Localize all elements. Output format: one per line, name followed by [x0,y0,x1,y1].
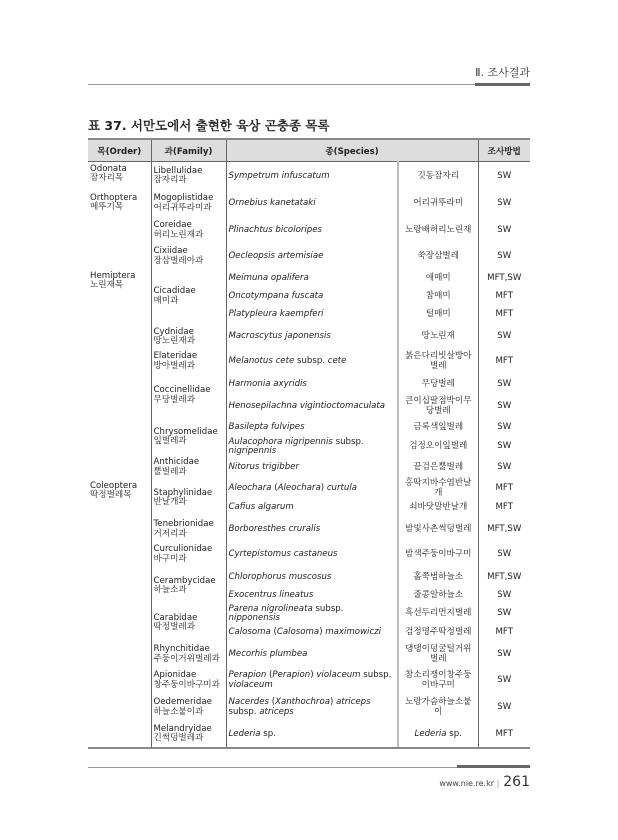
family-name: Cixiidae [153,246,188,257]
footer: www.nie.re.kr | 261 [439,774,530,790]
family-name: Curculionidae [153,544,213,555]
family-name: 주둥이거위벌레과 [153,653,220,664]
name-segment: curtula [326,482,357,493]
family-cell [151,568,226,605]
footer-accent-bar [457,765,530,768]
scientific-name-cell [226,162,398,191]
scientific-name-cell [226,667,398,694]
table-row [88,418,530,438]
family-cell [151,694,226,721]
family-name: 매미과 [153,295,179,306]
scientific-name-cell [226,374,398,396]
order-cell [88,418,151,457]
korean-name-cell: 검정오이잎벌레 [398,438,478,457]
order-cell [88,162,151,191]
survey-method-cell: MFT [478,623,530,642]
name-segment: Macroscytus japonensis [228,331,331,342]
order-name: Orthoptera [90,192,138,203]
name-segment: Mecorhis plumbea [228,649,308,660]
table-header-row [88,139,530,162]
name-segment: ( [268,697,276,708]
scientific-name-cell [226,191,398,217]
korean-name-cell: 검정명주딱정벌레 [398,623,478,642]
name-segment: Harmonia axyridis [228,378,307,389]
family-name: 하늘소과 [153,585,187,595]
order-cell [88,245,151,269]
table-row [88,374,530,396]
name-segment: sp. [446,728,462,739]
survey-method-cell: SW [478,418,530,438]
family-cell [151,605,226,643]
scientific-name-cell [226,289,398,305]
order-name: 노린재목 [90,279,124,290]
family-name: 방아벌레과 [153,360,196,371]
family-name: 장삼벌레아과 [153,255,204,266]
family-name: 반날개과 [153,497,187,507]
korean-name-cell: 털매미 [398,305,478,325]
name-segment: Calosoma [276,627,320,638]
name-segment: Borboresthes cruralis [228,523,321,534]
korean-name-cell: 어리귀뚜라미 [398,191,478,217]
name-segment: Plinachtus bicoloripes [228,224,322,235]
order-cell [88,694,151,721]
korean-name-cell: 깃동잠자리 [398,162,478,191]
family-cell [151,457,226,479]
order-cell [88,667,151,694]
name-segment: ( [271,482,278,493]
family-name: Carabidae [153,613,198,623]
korean-name-cell: 무당벌레 [398,374,478,396]
family-cell [151,245,226,269]
family-cell [151,217,226,245]
family-name: 바구미과 [153,553,187,564]
name-segment: Oecleopsis artemisiae [228,250,324,261]
survey-method-cell: MFT [478,499,530,518]
scientific-name-cell [226,542,398,568]
order-cell [88,479,151,518]
family-cell [151,542,226,568]
korean-name-cell: 애매미 [398,269,478,289]
name-segment: Cyrtepistomus castaneus [228,548,338,559]
table-row [88,518,530,542]
family-name: Mogoplistidae [153,193,214,204]
survey-method-cell: MFT [478,721,530,748]
korean-name-cell: 끝검은뿔벌레 [398,457,478,479]
order-cell [88,217,151,245]
korean-name-cell: 노랑배허리노린재 [398,217,478,245]
korean-name-cell: 줄콩알하늘소 [398,588,478,605]
name-segment: subsp. [332,436,364,447]
name-segment: Exocentrus lineatus [228,590,314,601]
name-segment: atriceps [259,706,294,717]
family-name: 무당벌레과 [153,394,196,405]
scientific-name-cell [226,457,398,479]
survey-method-cell: SW [478,667,530,694]
name-segment: sp. [260,728,276,739]
family-cell [151,721,226,748]
korean-name-cell: 붉은다리빗살방아벌레 [398,350,478,374]
table-row [88,721,530,748]
survey-method-cell: SW [478,325,530,350]
scientific-name-cell [226,694,398,721]
survey-method-cell: SW [478,588,530,605]
name-segment: subsp. [228,706,260,717]
family-cell [151,667,226,694]
survey-method-cell: MFT [478,350,530,374]
name-segment: Lederia [228,728,261,739]
korean-name-cell: 쇠바닷말반날개 [398,499,478,518]
order-name: 딱정벌레목 [90,489,132,500]
order-cell [88,269,151,325]
family-cell [151,162,226,191]
family-name: Elateridae [153,351,198,362]
scientific-name-cell [226,396,398,418]
name-segment: Aleochara [228,482,272,493]
scientific-name-cell [226,305,398,325]
survey-method-cell: SW [478,457,530,479]
survey-method-cell: SW [478,374,530,396]
survey-method-cell: SW [478,694,530,721]
family-name: Coccinellidae [153,385,211,396]
survey-method-cell: MFT,SW [478,518,530,542]
family-name: 하늘소붙이과 [153,706,204,717]
name-segment: Melanotus cete [228,355,295,366]
table-row [88,479,530,499]
korean-name-cell: 홍딱지바수염반날개 [398,479,478,499]
table-row [88,605,530,624]
family-name: Cerambycidae [153,575,216,586]
website-url: www.nie.re.kr [439,779,495,788]
family-cell [151,518,226,542]
order-cell [88,642,151,667]
name-segment: ( [270,627,277,638]
korean-name-cell: 댕댕이덩굴털거위벌레 [398,642,478,667]
family-cell [151,269,226,325]
name-segment: Perapion [228,670,267,681]
family-name: Libellulidae [153,165,203,176]
family-name: 잠자리과 [153,175,187,186]
species-column-header: 종(Species) [226,139,478,162]
scientific-name-cell [226,518,398,542]
survey-method-cell: SW [478,191,530,217]
name-segment: Sympetrum infuscatum [228,170,330,181]
survey-method-cell: SW [478,438,530,457]
order-name: 메뚜기목 [90,201,124,212]
table-row [88,694,530,721]
family-name: Coreidae [153,220,192,231]
family-cell [151,418,226,457]
order-cell [88,605,151,643]
korean-name-cell: 흑선두리먼지벌레 [398,605,478,624]
name-segment: Calosoma [228,627,271,638]
table-title: 표 37. 서만도에서 출현한 육상 곤충종 목록 [88,118,330,133]
family-cell [151,191,226,217]
page-number: 261 [503,774,530,790]
family-cell [151,374,226,418]
family-name: Anthicidae [153,457,200,468]
name-segment: Henosepilachna vigintioctomaculata [228,400,386,411]
order-cell [88,542,151,568]
family-name: 잎벌레과 [153,436,187,446]
survey-method-cell: SW [478,542,530,568]
korean-name-cell: 쑥장삼벌레 [398,245,478,269]
name-segment: violaceum [316,670,361,681]
name-segment: Chlorophorus muscosus [228,571,332,582]
order-cell [88,568,151,605]
name-segment: maximowiczi [325,627,382,638]
family-name: Cydnidae [153,326,194,337]
survey-method-cell: MFT,SW [478,568,530,588]
family-name: 뿔벌레과 [153,466,187,477]
name-segment: violaceum [228,679,273,690]
family-name: Melandryidae [153,723,212,734]
korean-name-cell: 금록색잎벌레 [398,418,478,438]
table-row [88,191,530,217]
survey-method-cell: MFT [478,305,530,325]
family-name: 거저리과 [153,528,187,539]
name-segment: atriceps [336,697,371,708]
survey-method-cell: MFT [478,479,530,499]
order-name: Odonata [90,164,127,174]
family-name: Cicadidae [153,286,196,297]
name-segment: Parena nigrolineata [228,603,313,614]
table-row [88,457,530,479]
order-name: 잠자리목 [90,173,124,184]
scientific-name-cell [226,245,398,269]
order-cell [88,350,151,374]
scientific-name-cell [226,479,398,499]
name-segment: ( [266,670,273,681]
name-segment: nipponensis [228,612,281,623]
family-cell [151,350,226,374]
name-segment: Aulacophora nigripennis [228,436,333,447]
order-cell [88,518,151,542]
family-name: Oedemeridae [153,697,212,708]
korean-name-cell: 참소리쟁이창주둥이바구미 [398,667,478,694]
family-name: Staphylinidae [153,487,213,498]
survey-method-cell: MFT [478,289,530,305]
name-segment: Perapion [272,670,311,681]
family-name: Apionidae [153,670,197,681]
survey-method-cell: SW [478,605,530,624]
scientific-name-cell [226,642,398,667]
table-row [88,217,530,245]
scientific-name-cell [226,568,398,588]
table-row [88,325,530,350]
family-name: Rhynchitidae [153,644,210,655]
scientific-name-cell [226,499,398,518]
table-row [88,542,530,568]
scientific-name-cell [226,438,398,457]
korean-name-cell [398,721,478,748]
header-rule [88,84,530,85]
order-cell [88,325,151,350]
order-column-header: 목(Order) [88,139,151,162]
family-name: 어리귀뚜라미과 [153,202,212,213]
name-segment: subsp. [360,670,392,681]
name-segment: Nacerdes [228,697,269,708]
scientific-name-cell [226,605,398,624]
scientific-name-cell [226,217,398,245]
korean-name-cell: 밤빛사촌썩덩벌레 [398,518,478,542]
scientific-name-cell [226,588,398,605]
method-column-header: 조사방법 [478,139,530,162]
scientific-name-cell [226,721,398,748]
name-segment: ) [310,670,317,681]
table-row [88,350,530,374]
name-segment: Basilepta fulvipes [228,421,305,432]
scientific-name-cell [226,418,398,438]
scientific-name-cell [226,325,398,350]
table-row [88,667,530,694]
order-name: Hemiptera [90,270,136,281]
family-name: 긴썩덩벌레과 [153,733,204,744]
name-segment: Cafius algarum [228,502,294,513]
family-column-header: 과(Family) [151,139,226,162]
name-segment: Ornebius kanetataki [228,197,316,208]
table-row [88,245,530,269]
order-cell [88,457,151,479]
family-name: 허리노린재과 [153,229,204,240]
name-segment: ) [320,482,327,493]
korean-name-cell: 참매미 [398,289,478,305]
name-segment: ) [319,627,326,638]
korean-name-cell: 밤색주둥이바구미 [398,542,478,568]
survey-method-cell: SW [478,217,530,245]
name-segment: Nitorus trigibber [228,461,299,472]
name-segment: Lederia [414,728,447,739]
order-cell [88,374,151,418]
family-cell [151,642,226,667]
name-segment: Oncotympana fuscata [228,290,324,301]
scientific-name-cell [226,623,398,642]
name-segment: Meimuna opalifera [228,272,309,283]
name-segment: subsp. [294,355,328,366]
family-name: Tenebrionidae [153,519,214,530]
family-cell [151,325,226,350]
name-segment: ) [329,697,337,708]
table-row [88,568,530,588]
table-row [88,269,530,289]
name-segment: cete [327,355,347,366]
survey-method-cell: SW [478,642,530,667]
table-row [88,642,530,667]
order-cell [88,721,151,748]
survey-method-cell: SW [478,162,530,191]
section-header: Ⅱ. 조사결과 [475,66,530,79]
name-segment: Platypleura kaempferi [228,308,324,319]
name-segment: Aleochara [277,482,321,493]
header-accent-bar [475,83,530,86]
table-row [88,162,530,191]
insect-species-table [88,138,530,749]
order-cell [88,191,151,217]
family-cell [151,479,226,518]
family-name: 창주둥이바구미과 [153,679,220,690]
scientific-name-cell [226,269,398,289]
korean-name-cell: 땅노린재 [398,325,478,350]
family-name: 땅노린재과 [153,336,196,346]
name-segment: subsp. [312,603,344,614]
order-name: Coleoptera [90,480,138,491]
scientific-name-cell [226,350,398,374]
korean-name-cell: 큰이십팔점박이무당벌레 [398,396,478,418]
family-name: Chrysomelidae [153,426,218,437]
family-name: 딱정벌레과 [153,622,196,633]
survey-method-cell: SW [478,396,530,418]
survey-method-cell: SW [478,245,530,269]
korean-name-cell: 홀쭉범하늘소 [398,568,478,588]
name-segment: Xanthochroa [275,697,330,708]
survey-method-cell: MFT,SW [478,269,530,289]
name-segment: nigripennis [228,446,277,456]
korean-name-cell: 노랑가슴하늘소붙이 [398,694,478,721]
